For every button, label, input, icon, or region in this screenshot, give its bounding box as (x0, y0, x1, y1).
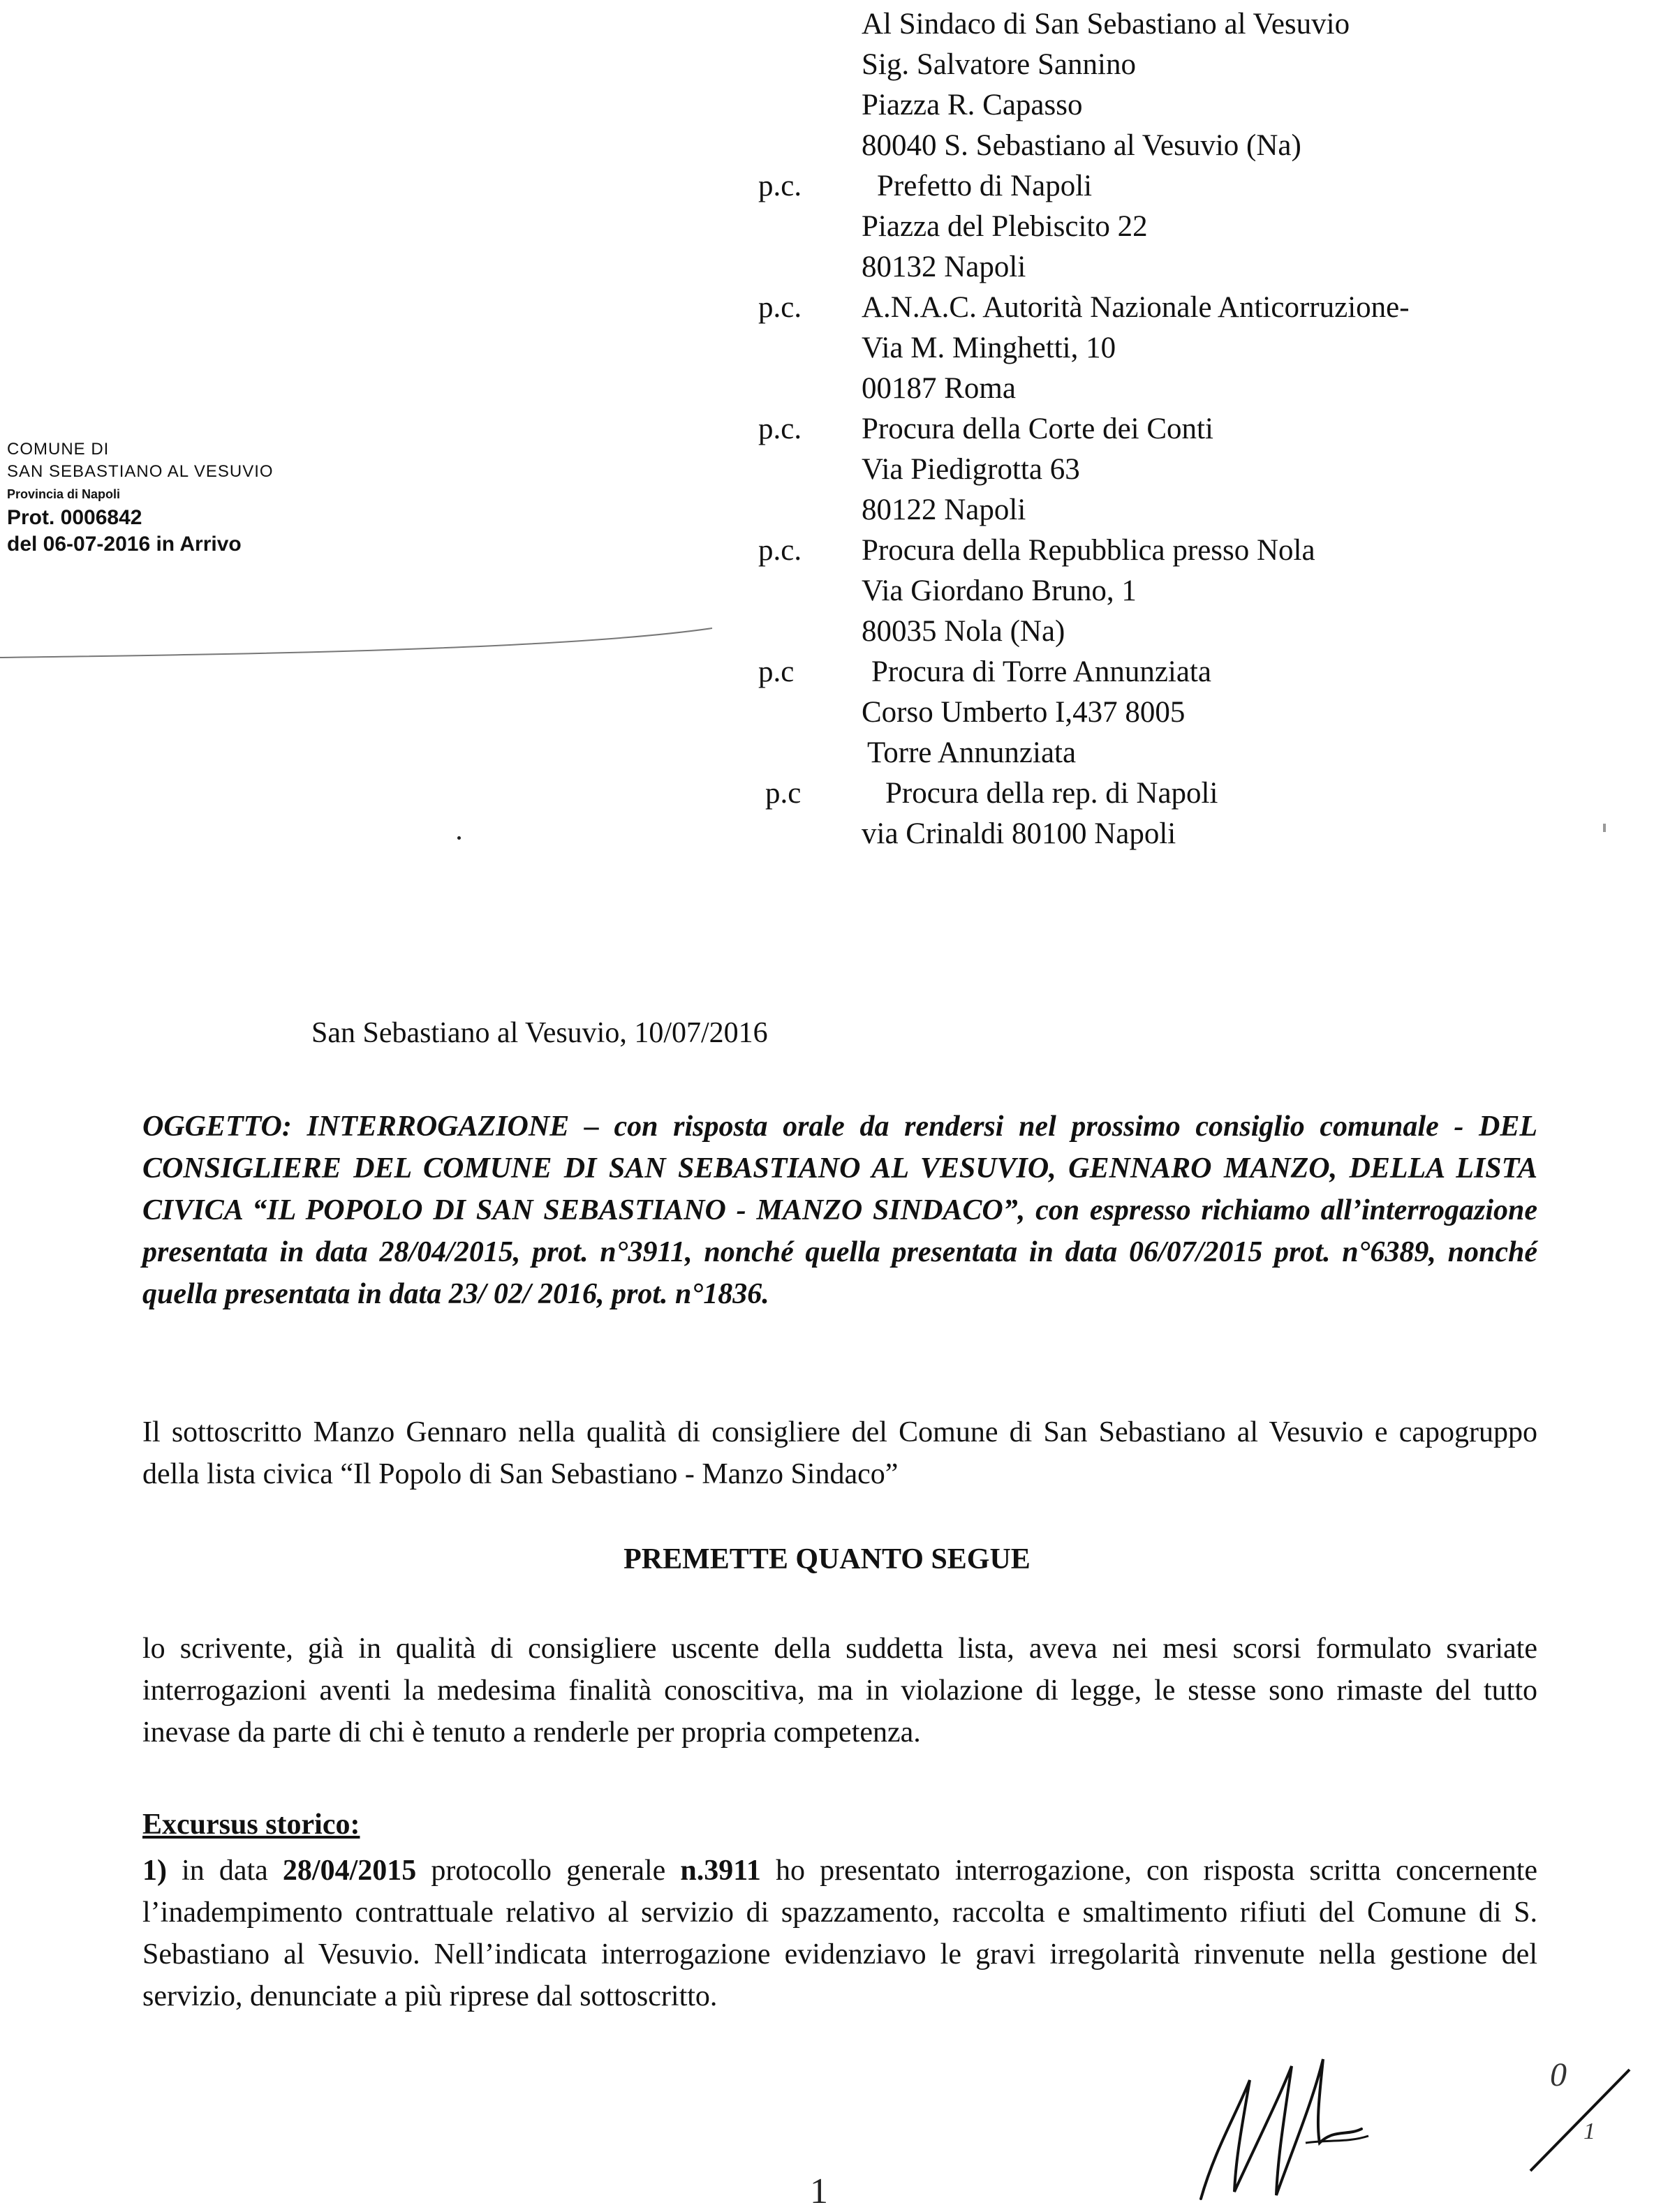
item-prot: n.3911 (680, 1855, 761, 1887)
cc-line: Corso Umberto I,437 8005 (862, 696, 1186, 729)
cc-line: via Crinaldi 80100 Napoli (862, 817, 1176, 850)
signature-image (1173, 2038, 1410, 2206)
cc-line: 00187 Roma (862, 372, 1016, 405)
cc-line: Prefetto di Napoli (877, 170, 1093, 202)
cc-line: 80132 Napoli (862, 251, 1026, 283)
cc-line: Torre Annunziata (867, 736, 1077, 769)
cc-line: Procura di Torre Annunziata (871, 655, 1211, 688)
cc-label: p.c (758, 655, 795, 688)
cc-line: Via M. Minghetti, 10 (862, 332, 1116, 364)
cc-label: p.c (765, 777, 802, 810)
speck (457, 836, 461, 840)
premise-paragraph: lo scrivente, già in qualità di consigliere uscente della suddetta lista, aveva nei mesi scorsi formulato svariate interrogazioni aventi la medesima finalità conoscitiva, ma in violazione di legge, le stesse sono rimaste del tutto inevase da parte di chi è tenuto a renderle per propria competenza. (142, 1633, 1537, 1749)
cc-line: Procura della rep. di Napoli (885, 777, 1218, 810)
stamp-line: Provincia di Napoli (7, 487, 121, 501)
item-number: 1) (142, 1855, 167, 1887)
cc-line: 80035 Nola (Na) (862, 615, 1065, 648)
subject: OGGETTO: INTERROGAZIONE – con risposta orale da rendersi nel prossimo consiglio comunale - DEL CONSIGLIERE DEL COMUNE DI SAN SEBASTIANO AL VESUVIO, GENNARO MANZO, DELLA LISTA CIVICA “IL POPOLO DI SAN SEBASTIANO - MANZO SINDACO”, con espresso richiamo all’interrogazione presentata in data 28/04/2015, prot. n°3911, nonché quella presentata in data 06/07/2015 prot. n°6389, nonché quella presentata in data 23/ 02/ 2016, prot. n°1836. (142, 1111, 1537, 1310)
cc-line: A.N.A.C. Autorità Nazionale Anticorruzione- (862, 291, 1410, 324)
stamp-line: COMUNE DI (7, 440, 110, 459)
cc-line: Procura della Repubblica presso Nola (862, 534, 1315, 567)
recipient-main-line: Sig. Salvatore Sannino (862, 48, 1136, 81)
item-date: 28/04/2015 (282, 1855, 417, 1887)
recipient-main-line: Al Sindaco di San Sebastiano al Vesuvio (862, 8, 1350, 40)
cc-line: Via Piedigrotta 63 (862, 453, 1080, 486)
excursus-item-1 (142, 1850, 1537, 2017)
cc-label: p.c. (758, 413, 802, 445)
cc-line: Procura della Corte dei Conti (862, 413, 1213, 445)
cc-label: p.c. (758, 170, 802, 202)
place-date: San Sebastiano al Vesuvio, 10/07/2016 (311, 1017, 768, 1049)
excursus-title: Excursus storico: (142, 1809, 360, 1841)
cc-line: 80122 Napoli (862, 493, 1026, 526)
page-number: 1 (810, 2172, 828, 2211)
cc-line: Piazza del Plebiscito 22 (862, 210, 1148, 243)
item-text: in data (167, 1855, 283, 1887)
stamp-line: SAN SEBASTIANO AL VESUVIO (7, 462, 274, 481)
speck (1603, 824, 1606, 832)
page-mark (1525, 2052, 1644, 2178)
cc-line: Via Giordano Bruno, 1 (862, 574, 1137, 607)
page-mark-slash (1525, 2052, 1644, 2178)
cc-label: p.c. (758, 534, 802, 567)
item-text: ho presentato interrogazione, con risposta scritta concernente l’inadempimento contrattuale relativo al servizio di spazzamento, raccolta e smaltimento rifiuti del Comune di S. Sebastiano al Vesuvio. Nell’indicata interrogazione evidenziavo le gravi irregolarità rinvenute nella gestione del servizio, denunciate a più riprese dal sottoscritto. (142, 1855, 1538, 2012)
page-mark-denominator: 1 (1583, 2118, 1595, 2144)
item-text: protocollo generale (416, 1855, 681, 1887)
section-heading: PREMETTE QUANTO SEGUE (623, 1543, 1031, 1575)
recipient-main-line: 80040 S. Sebastiano al Vesuvio (Na) (862, 129, 1301, 162)
cc-label: p.c. (758, 291, 802, 324)
protocol-stamp (7, 440, 274, 556)
stamp-prot: Prot. 0006842 (7, 506, 142, 529)
recipient-main-line: Piazza R. Capasso (862, 89, 1083, 121)
stamp-border (0, 614, 719, 663)
page-mark-numerator: 0 (1550, 2056, 1567, 2093)
stamp-date: del 06-07-2016 in Arrivo (7, 533, 242, 556)
intro-paragraph: Il sottoscritto Manzo Gennaro nella qualità di consigliere del Comune di San Sebastiano al Vesuvio e capogruppo della lista civica “Il Popolo di San Sebastiano - Manzo Sindaco” (142, 1416, 1537, 1490)
